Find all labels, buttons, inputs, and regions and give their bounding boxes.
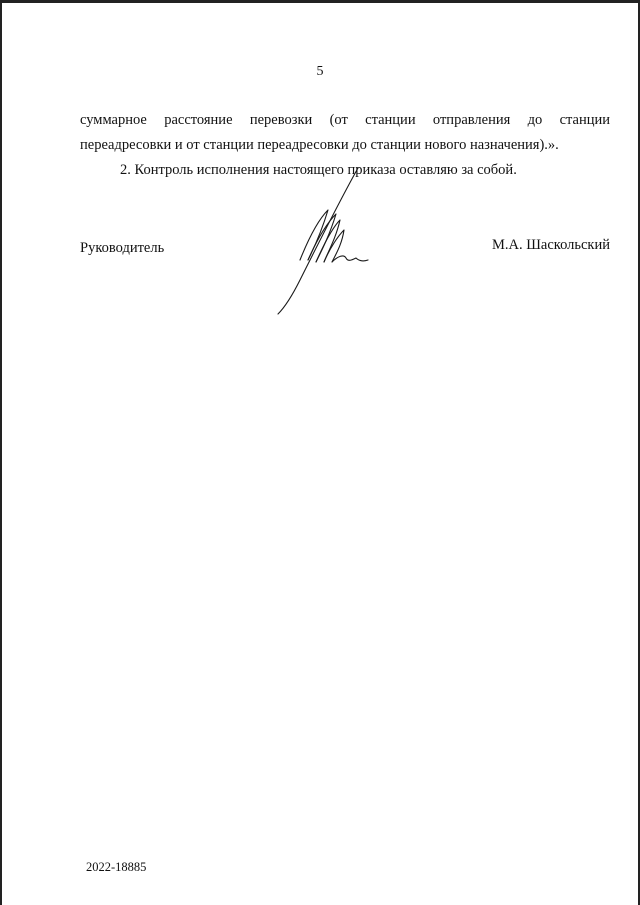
paragraph-line-1: суммарное расстояние перевозки (от станции отправления до станции [80,112,610,128]
paragraph-control-clause: 2. Контроль исполнения настоящего приказа оставляю за собой. [120,162,517,178]
handwritten-signature-icon [270,160,380,320]
document-code: 2022-18885 [86,860,147,874]
signatory-title: Руководитель [80,240,165,256]
signatory-name: М.А. Шаскольский [492,237,610,253]
paragraph-continuation [80,108,610,158]
paragraph-line-2: переадресовки и от станции переадресовки до станции нового назначения).». [80,137,559,153]
page-number: 5 [316,64,324,79]
